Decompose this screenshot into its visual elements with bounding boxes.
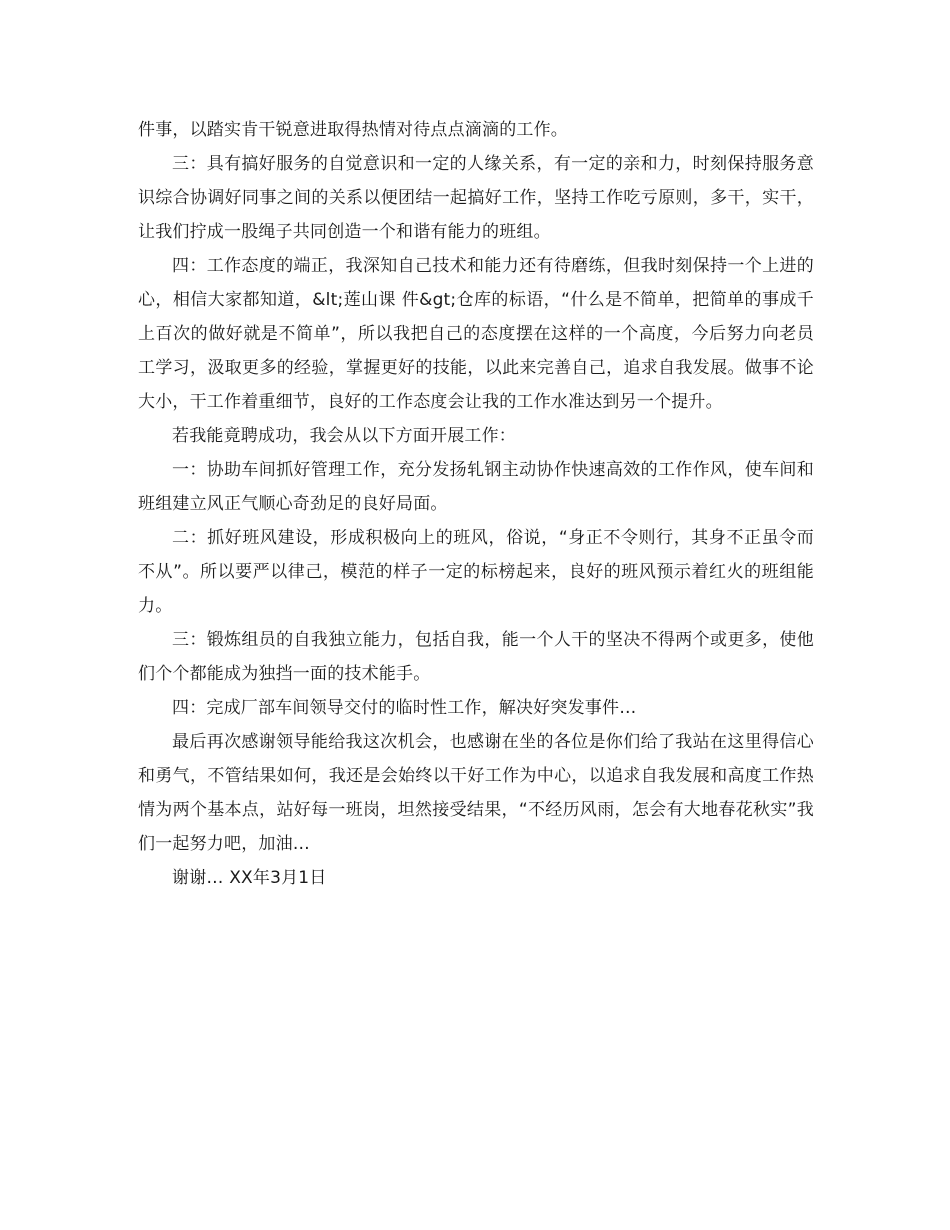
paragraph-point-three-service: 三：具有搞好服务的自觉意识和一定的人缘关系，有一定的亲和力，时刻保持服务意识综合协调好同事之间的关系以便团结一起搞好工作，坚持工作吃亏原则，多干，实干，让我们拧成一股绳子共同创造一个和谐有能力的班组。	[138, 154, 814, 242]
paragraph-plan-three: 三：锻炼组员的自我独立能力，包括自我，能一个人干的坚决不得两个或更多，使他们个个都能成为独挡一面的技术能手。	[138, 630, 814, 684]
document-body	[138, 113, 814, 895]
paragraph-signature-date: 谢谢… XX年3月1日	[172, 868, 327, 888]
paragraph-point-four-attitude: 四：工作态度的端正，我深知自己技术和能力还有待磨练，但我时刻保持一个上进的心，相信大家都知道，&lt;莲山课 件&gt;仓库的标语，“什么是不简单，把简单的事成千上百次的做好就是不简单”，所以我把自己的态度摆在这样的一个高度，今后努力向老员工学习，汲取更多的经验，掌握更好的技能，以此来完善自己，追求自我发展。做事不论大小，干工作着重细节，良好的工作态度会让我的工作水准达到另一个提升。	[138, 256, 814, 412]
paragraph-plan-one: 一：协助车间抓好管理工作，充分发扬轧钢主动协作快速高效的工作作风，使车间和班组建立风正气顺心奇劲足的良好局面。	[138, 460, 814, 514]
paragraph-plan-intro: 若我能竟聘成功，我会从以下方面开展工作：	[172, 426, 516, 446]
paragraph-closing-thanks: 最后再次感谢领导能给我这次机会，也感谢在坐的各位是你们给了我站在这里得信心和勇气，不管结果如何，我还是会始终以干好工作为中心，以追求自我发展和高度工作热情为两个基本点，站好每一班岗，坦然接受结果，“不经历风雨，怎会有大地春花秋实”我们一起努力吧，加油…	[138, 732, 814, 854]
paragraph-continuation: 件事，以踏实肯干锐意进取得热情对待点点滴滴的工作。	[138, 120, 568, 140]
paragraph-plan-two: 二：抓好班风建设，形成积极向上的班风，俗说，“身正不令则行，其身不正虽令而不从”。所以要严以律己，模范的样子一定的标榜起来，良好的班风预示着红火的班组能力。	[138, 528, 814, 616]
paragraph-plan-four: 四：完成厂部车间领导交付的临时性工作，解决好突发事件…	[172, 698, 637, 718]
